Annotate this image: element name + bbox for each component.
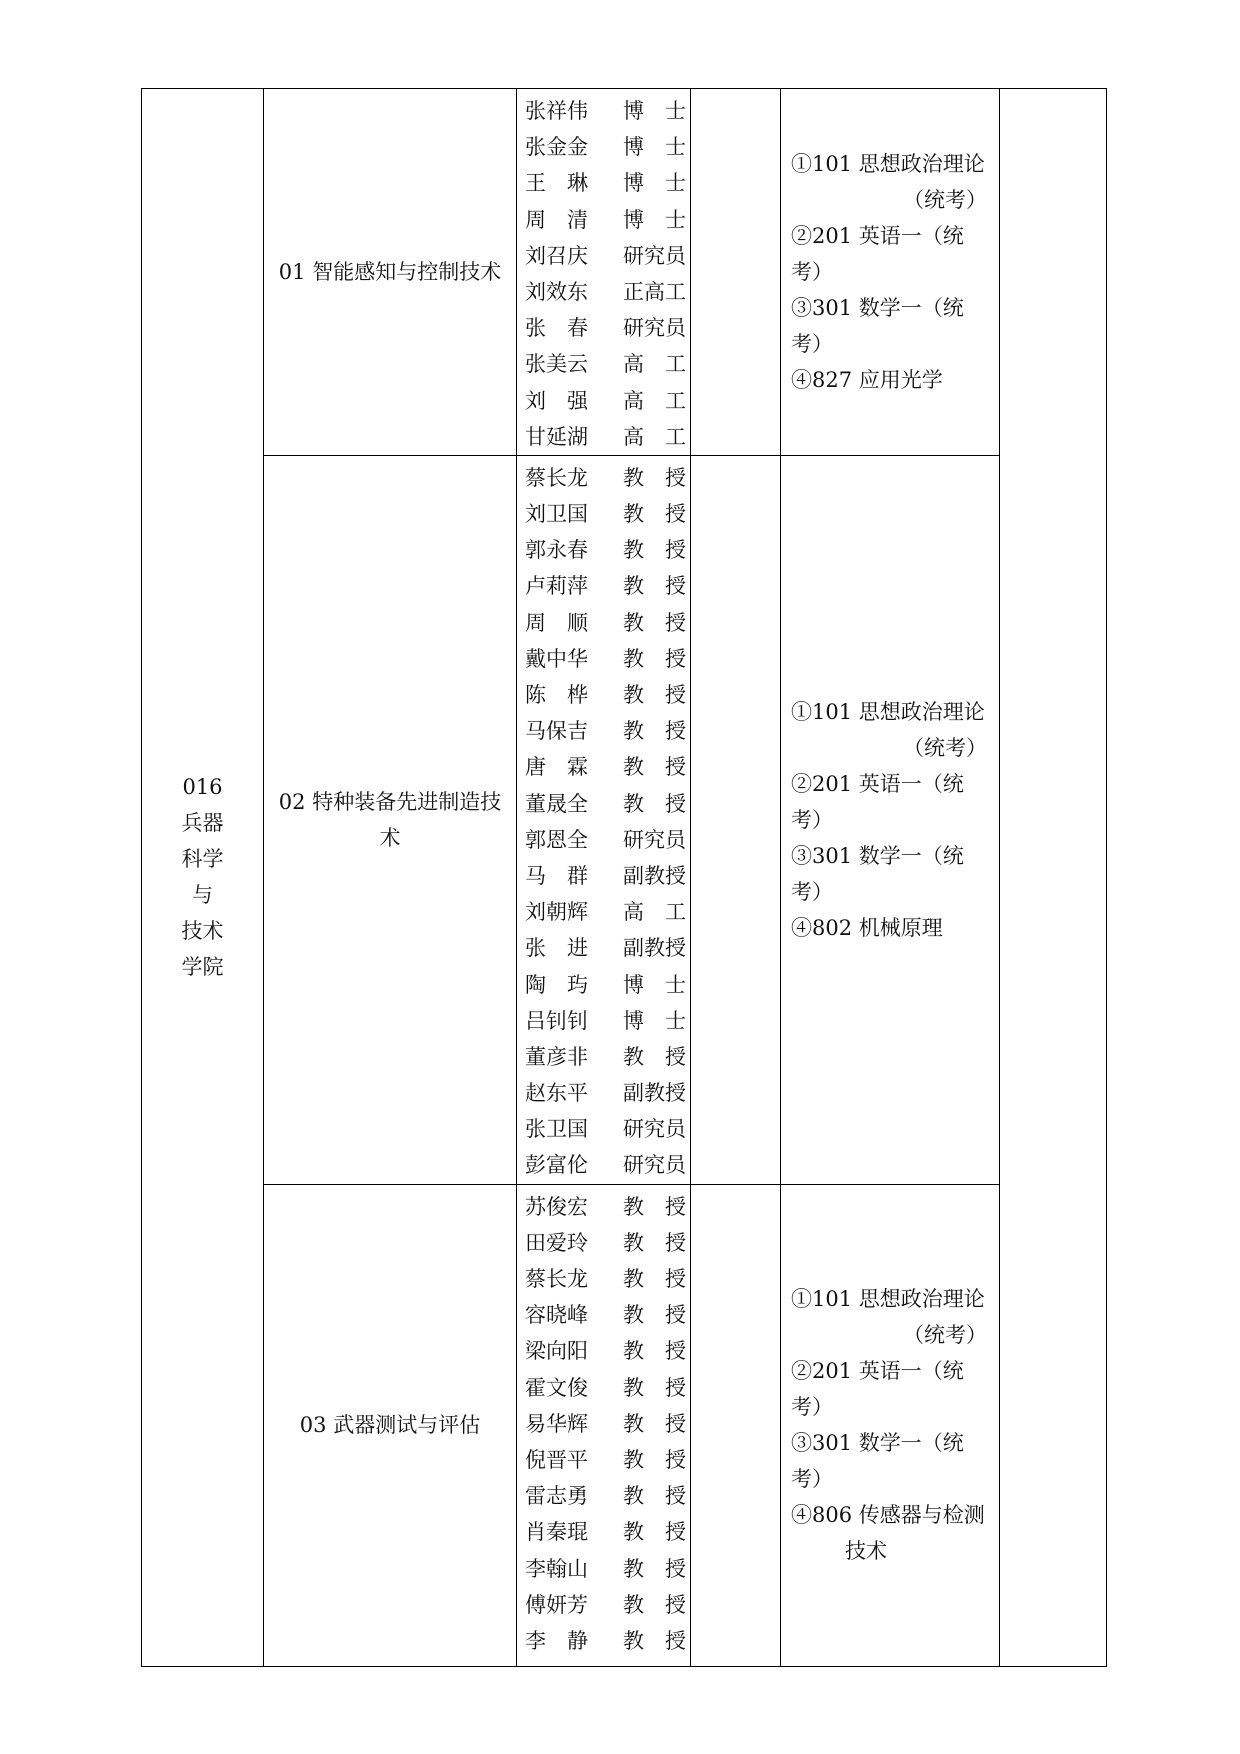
exam-subject: ②201 英语一（统考） [791,1359,964,1420]
exam-subject: ③301 数学一（统考） [791,843,964,904]
supervisor-name: 周 顺 [525,610,588,635]
supervisor-item [517,238,690,274]
supervisor-title: 研究员 [623,316,686,341]
supervisor-item [517,786,690,822]
supervisor-title: 高 工 [623,900,686,925]
supervisor-name: 张金金 [525,135,588,160]
supervisor-title: 教 授 [623,1375,686,1400]
exam-subject: （统考） [903,187,987,212]
supervisor-title: 研究员 [623,1153,686,1178]
research-direction-cell [264,1184,517,1666]
supervisor-item [517,605,690,641]
supervisor-title: 教 授 [623,610,686,635]
supervisor-item [517,1147,690,1183]
supervisor-item [517,1587,690,1623]
supervisor-item [517,1478,690,1514]
supervisor-title: 副教授 [623,936,686,961]
supervisor-title: 研究员 [623,243,686,268]
supervisor-item [517,202,690,238]
supervisor-item [517,1333,690,1369]
exam-subject: ④806 传感器与检测 [791,1503,985,1528]
supervisor-title: 教 授 [623,1556,686,1581]
supervisor-name: 容晓峰 [525,1303,588,1328]
supervisor-cell [517,89,691,456]
supervisor-title: 高 工 [623,424,686,449]
supervisor-name: 刘朝辉 [525,900,588,925]
supervisor-name: 董晟全 [525,791,588,816]
supervisor-name: 甘延湖 [525,424,588,449]
exam-subject: ①101 思想政治理论 [791,699,985,724]
exam-subjects-cell [781,455,1000,1184]
supervisor-title: 博 士 [623,1008,686,1033]
supervisor-item [517,532,690,568]
supervisor-title: 教 授 [623,719,686,744]
supervisor-item [517,93,690,129]
supervisor-title: 教 授 [623,1339,686,1364]
supervisor-title: 教 授 [623,1303,686,1328]
research-direction: 01 智能感知与控制技术 [278,259,502,284]
supervisor-title: 高 工 [623,388,686,413]
supervisor-name: 陈 桦 [525,683,588,707]
college-cell [142,89,264,1667]
supervisor-title: 教 授 [623,1520,686,1545]
supervisor-title: 研究员 [623,827,686,852]
research-direction: 02 特种装备先进制造技术 [278,789,502,850]
supervisor-name: 肖秦琨 [525,1520,588,1545]
exam-subject: （统考） [903,1323,987,1348]
table-row [142,89,1107,456]
exam-list [781,1281,999,1569]
supervisor-title: 教 授 [623,646,686,671]
supervisor-name: 蔡长龙 [525,465,588,490]
supervisor-title: 教 授 [623,755,686,780]
supervisor-list [517,1185,690,1659]
supervisor-title: 教 授 [623,1592,686,1617]
supervisor-name: 王 琳 [525,171,588,196]
supervisor-name: 郭恩全 [525,827,588,852]
supervisor-title: 教 授 [623,465,686,490]
supervisor-name: 李翰山 [525,1556,588,1581]
supervisor-name: 董彦非 [525,1044,588,1069]
supervisor-name: 倪晋平 [525,1447,588,1472]
supervisor-item [517,967,690,1003]
supervisor-title: 教 授 [623,1230,686,1255]
supervisor-name: 李 静 [525,1628,588,1653]
exam-subject: ①101 思想政治理论 [791,151,985,176]
college-name-line: 学院 [181,955,224,980]
supervisor-title: 博 士 [623,972,686,997]
supervisor-item [517,346,690,382]
supervisor-name: 周 清 [525,207,588,232]
supervisor-item [517,383,690,419]
exam-subjects-cell [781,89,1000,456]
supervisor-item [517,1075,690,1111]
remarks-cell [1000,89,1107,1667]
supervisor-name: 戴中华 [525,646,588,671]
supervisor-name: 刘召庆 [525,243,588,268]
supervisor-item [517,749,690,785]
supervisor-item [517,129,690,165]
college-name-line: 技术 [181,919,224,944]
supervisor-title: 教 授 [623,1194,686,1219]
research-direction: 03 武器测试与评估 [299,1413,481,1438]
supervisor-title: 教 授 [623,1411,686,1436]
supervisor-item [517,1623,690,1659]
supervisor-item [517,822,690,858]
supervisor-name: 张 春 [525,316,588,341]
supervisor-title: 正高工 [623,279,686,304]
supervisor-list [517,89,690,455]
supervisor-name: 唐 霖 [525,755,588,780]
enrollment-table [141,88,1107,1667]
supervisor-name: 张卫国 [525,1117,588,1142]
college-code: 016 [182,775,223,800]
supervisor-name: 雷志勇 [525,1484,588,1509]
supervisor-item [517,1551,690,1587]
supervisor-title: 副教授 [623,863,686,888]
supervisor-name: 傅妍芳 [525,1592,588,1617]
supervisor-name: 卢莉萍 [525,574,588,599]
supervisor-title: 教 授 [623,1484,686,1509]
research-direction-cell [264,455,517,1184]
supervisor-item [517,1442,690,1478]
supervisor-item [517,1261,690,1297]
exam-list [781,694,999,946]
supervisor-name: 刘效东 [525,279,588,304]
supervisor-item [517,1297,690,1333]
exam-subject: ③301 数学一（统考） [791,1431,964,1492]
supervisor-item [517,568,690,604]
supervisor-item [517,165,690,201]
supervisor-name: 张祥伟 [525,99,588,123]
supervisor-item [517,419,690,455]
exam-subject: ①101 思想政治理论 [791,1287,985,1312]
supervisor-title: 教 授 [623,1447,686,1472]
supervisor-item [517,274,690,310]
supervisor-cell [517,455,691,1184]
supervisor-name: 陶 玙 [525,972,588,997]
table-row [142,455,1107,1184]
supervisor-name: 蔡长龙 [525,1267,588,1291]
supervisor-name: 吕钊钊 [525,1008,588,1033]
empty-cell [691,1184,781,1666]
exam-subject: ④802 机械原理 [791,915,943,940]
supervisor-title: 博 士 [623,207,686,232]
exam-subject: ②201 英语一（统考） [791,223,964,284]
exam-list [781,146,999,398]
supervisor-name: 马 群 [525,863,588,888]
supervisor-item [517,496,690,532]
exam-subject: ③301 数学一（统考） [791,295,964,356]
supervisor-item [517,1111,690,1147]
supervisor-item [517,460,690,496]
supervisor-list [517,456,690,1184]
supervisor-name: 易华辉 [525,1411,588,1436]
exam-subject: ④827 应用光学 [791,367,943,392]
supervisor-item [517,713,690,749]
empty-cell [691,89,781,456]
supervisor-title: 教 授 [623,502,686,527]
supervisor-title: 教 授 [623,1628,686,1653]
supervisor-name: 田爱玲 [525,1230,588,1255]
college-name-line: 与 [192,883,213,908]
supervisor-title: 教 授 [623,683,686,707]
supervisor-name: 马保吉 [525,719,588,744]
supervisor-title: 博 士 [623,99,686,123]
supervisor-title: 教 授 [623,791,686,816]
supervisor-name: 霍文俊 [525,1375,588,1400]
supervisor-item [517,894,690,930]
exam-subject: （统考） [903,735,987,760]
supervisor-item [517,1225,690,1261]
supervisor-title: 教 授 [623,574,686,599]
research-direction-cell [264,89,517,456]
exam-subject: ②201 英语一（统考） [791,771,964,832]
supervisor-name: 郭永春 [525,538,588,563]
supervisor-item [517,1514,690,1550]
supervisor-cell [517,1184,691,1666]
supervisor-name: 刘 强 [525,388,588,413]
supervisor-item [517,930,690,966]
supervisor-title: 教 授 [623,538,686,563]
supervisor-item [517,310,690,346]
supervisor-name: 梁向阳 [525,1339,588,1364]
supervisor-name: 张美云 [525,352,588,377]
supervisor-item [517,641,690,677]
supervisor-title: 副教授 [623,1081,686,1106]
supervisor-title: 高 工 [623,352,686,377]
supervisor-name: 赵东平 [525,1081,588,1106]
supervisor-item [517,1003,690,1039]
supervisor-item [517,1370,690,1406]
college-name-line: 科学 [181,847,224,872]
supervisor-name: 苏俊宏 [525,1194,588,1219]
supervisor-name: 张 进 [525,936,588,961]
supervisor-item [517,1406,690,1442]
supervisor-item [517,1189,690,1225]
supervisor-title: 教 授 [623,1267,686,1291]
supervisor-title: 博 士 [623,171,686,196]
supervisor-title: 研究员 [623,1117,686,1142]
supervisor-title: 博 士 [623,135,686,160]
college-name-line: 兵器 [181,811,224,836]
table-row [142,1184,1107,1666]
empty-cell [691,455,781,1184]
exam-subjects-cell [781,1184,1000,1666]
supervisor-title: 教 授 [623,1044,686,1069]
supervisor-name: 彭富伦 [525,1153,588,1178]
supervisor-item [517,677,690,713]
supervisor-name: 刘卫国 [525,502,588,527]
exam-subject: 技术 [845,1539,887,1564]
supervisor-item [517,858,690,894]
supervisor-item [517,1039,690,1075]
